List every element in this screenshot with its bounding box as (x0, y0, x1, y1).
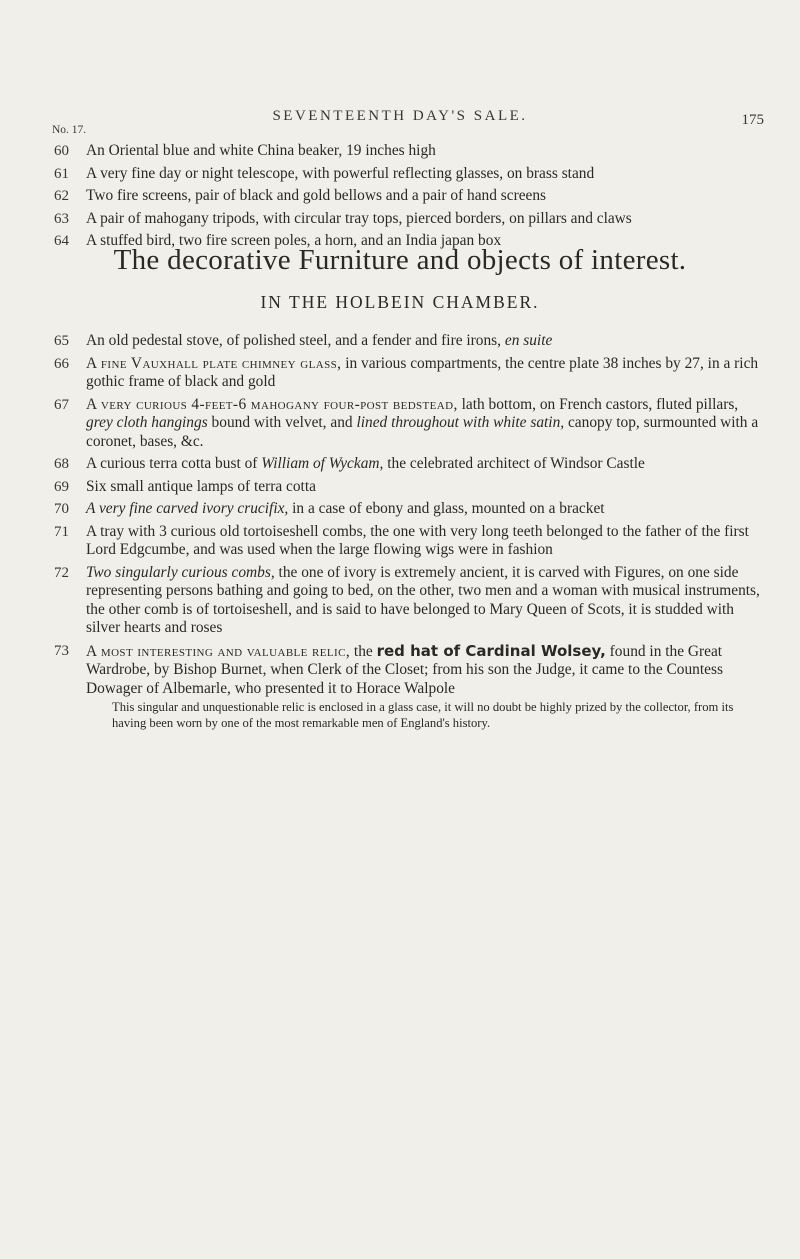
lot-description: A pair of mahogany tripods, with circular tray tops, pierced borders, on pillars and claws (86, 209, 632, 227)
sheet-number: No. 17. (52, 124, 87, 136)
lot-number: 67 (54, 396, 69, 413)
lot-description: An Oriental blue and white China beaker, 19 inches high (86, 142, 436, 159)
lot-number: 72 (54, 564, 69, 581)
lot-number: 63 (54, 210, 69, 227)
running-title: SEVENTEENTH DAY'S SALE. (272, 108, 528, 124)
lot-description: A tray with 3 curious old tortoiseshell combs, the one with very long teeth belonged to the father of the first Lord Edgcumbe, and was used when the large flowing wigs were in fashion (86, 522, 749, 558)
lot-number: 69 (54, 478, 69, 495)
lot-68 (0, 455, 800, 474)
lot-71 (0, 523, 800, 560)
lot-number: 73 (54, 642, 69, 659)
lot-number: 61 (54, 165, 69, 182)
lot-number: 66 (54, 355, 69, 372)
lot-list-top (0, 142, 800, 255)
lot-60 (0, 142, 800, 161)
lot-63 (0, 210, 800, 229)
lot-description: A most interesting and valuable relic, the red hat of Cardinal Wolsey, found in the Great Wardrobe, by Bishop Burnet, when Clerk of the Closet; from his son the Judge, it came to the Countess Dowager of Albemarle, who presented it to Horace Walpole (86, 641, 723, 697)
lot-number: 71 (54, 523, 69, 540)
lot-description: Two fire screens, pair of black and gold bellows and a pair of hand screens (86, 187, 547, 204)
lot-number: 70 (54, 501, 69, 517)
page-number: 175 (741, 112, 764, 128)
lot-description: A very fine carved ivory crucifix, in a case of ebony and glass, mounted on a bracket (86, 500, 605, 517)
lot-description: A stuffed bird, two fire screen poles, a horn, and an India japan box (86, 232, 502, 249)
lot-73 (0, 642, 800, 732)
lot-66 (0, 355, 800, 392)
section-title: The decorative Furniture and objects of interest. (113, 244, 687, 276)
lot-description: A fine Vauxhall plate chimney glass, in various compartments, the centre plate 38 inches by 27, in a rich gothic frame of black and gold (86, 354, 759, 390)
lot-65 (0, 332, 800, 351)
lot-number: 68 (54, 456, 69, 472)
lot-description: Six small antique lamps of terra cotta (86, 477, 316, 495)
lot-note: This singular and unquestionable relic is enclosed in a glass case, it will no doubt be highly prized by the collector, from its having been worn by one of the most remarkable men of England's history. (112, 700, 734, 730)
lot-70 (0, 500, 800, 519)
lot-number: 64 (54, 233, 69, 249)
lot-description: A curious terra cotta bust of William of Wyckam, the celebrated architect of Windsor Castle (86, 455, 645, 472)
lot-67 (0, 396, 800, 452)
lot-69 (0, 478, 800, 497)
lot-description: Two singularly curious combs, the one of ivory is extremely ancient, it is carved with Figures, on one side representing persons bathing and going to bed, on the other, two men and a woman with musical instruments, the other comb is of tortoiseshell, and is said to have belonged to Mary Queen of Scots, it is studded with silver hearts and roses (86, 563, 760, 636)
lot-number: 62 (54, 188, 69, 204)
lot-list-holbein (0, 332, 800, 735)
lot-number: 65 (54, 333, 69, 349)
section-subtitle: IN THE HOLBEIN CHAMBER. (260, 292, 540, 312)
lot-61 (0, 165, 800, 184)
lot-description: A very curious 4-feet-6 mahogany four-post bedstead, lath bottom, on French castors, fluted pillars, grey cloth hangings bound with velvet, and lined throughout with white satin, canopy top, surmounted with a coronet, bases, &c. (86, 395, 759, 450)
lot-number: 60 (54, 143, 69, 159)
lot-72 (0, 564, 800, 638)
lot-description: A very fine day or night telescope, with powerful reflecting glasses, on brass stand (86, 164, 595, 182)
lot-description: An old pedestal stove, of polished steel, and a fender and fire irons, en suite (86, 332, 553, 349)
lot-62 (0, 187, 800, 206)
